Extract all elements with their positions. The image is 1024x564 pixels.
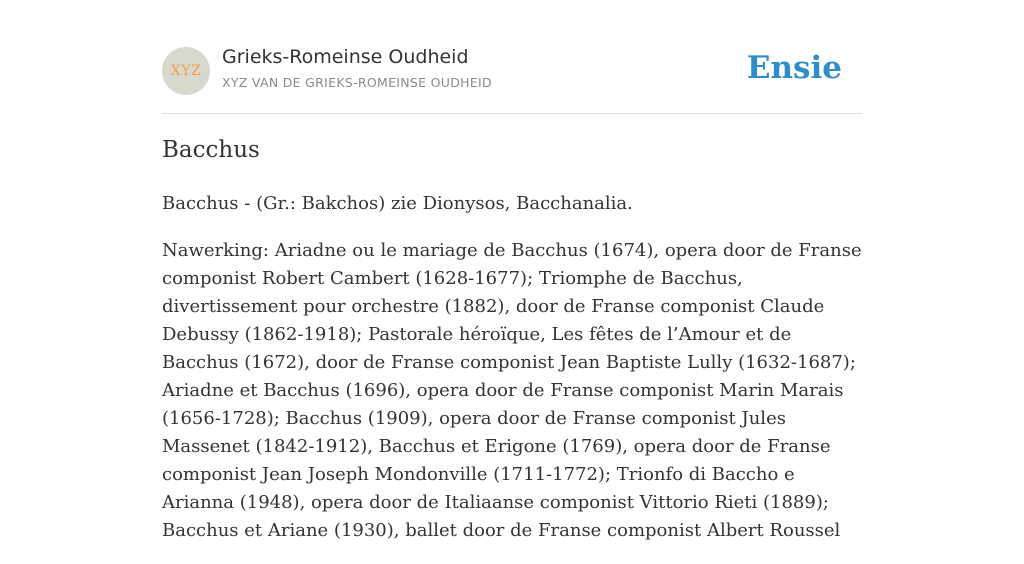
article-body	[162, 190, 862, 564]
article-title: Bacchus	[162, 137, 260, 163]
site-header	[162, 0, 862, 114]
site-subtitle: XYZ VAN DE GRIEKS-ROMEINSE OUDHEID	[222, 75, 492, 90]
page	[162, 0, 862, 541]
avatar[interactable]	[162, 47, 210, 95]
avatar-text: XYZ	[170, 63, 202, 79]
site-title[interactable]: Grieks-Romeinse Oudheid	[222, 46, 469, 68]
brand-logo-link[interactable]: Ensie	[746, 50, 842, 86]
article-paragraph: Bacchus - (Gr.: Bakchos) zie Dionysos, Bacchanalia.	[162, 193, 633, 214]
article-paragraph: Nawerking: Ariadne ou le mariage de Bacchus (1674), opera door de Franse componist Robert Cambert (1628-1677); Triomphe de Bacchus, divertissement pour orchestre (1882), door de Franse componist Claude Debussy (1862-1918); Pastorale héroïque, Les fêtes de l’Amour et de Bacchus (1672), door de Franse componist Jean Baptiste Lully (1632-1687); Ariadne et Bacchus (1696), opera door de Franse componist Marin Marais (1656-1728); Bacchus (1909), opera door de Franse componist Jules Massenet (1842-1912), Bacchus et Erigone (1769), opera door de Franse componist Jean Joseph Mondonville (1711-1772); Trionfo di Baccho e Arianna (1948), opera door de Italiaanse componist Vittorio Rieti (1889); Bacchus et Ariane (1930), ballet door de Franse componist Albert Roussel	[162, 240, 862, 541]
